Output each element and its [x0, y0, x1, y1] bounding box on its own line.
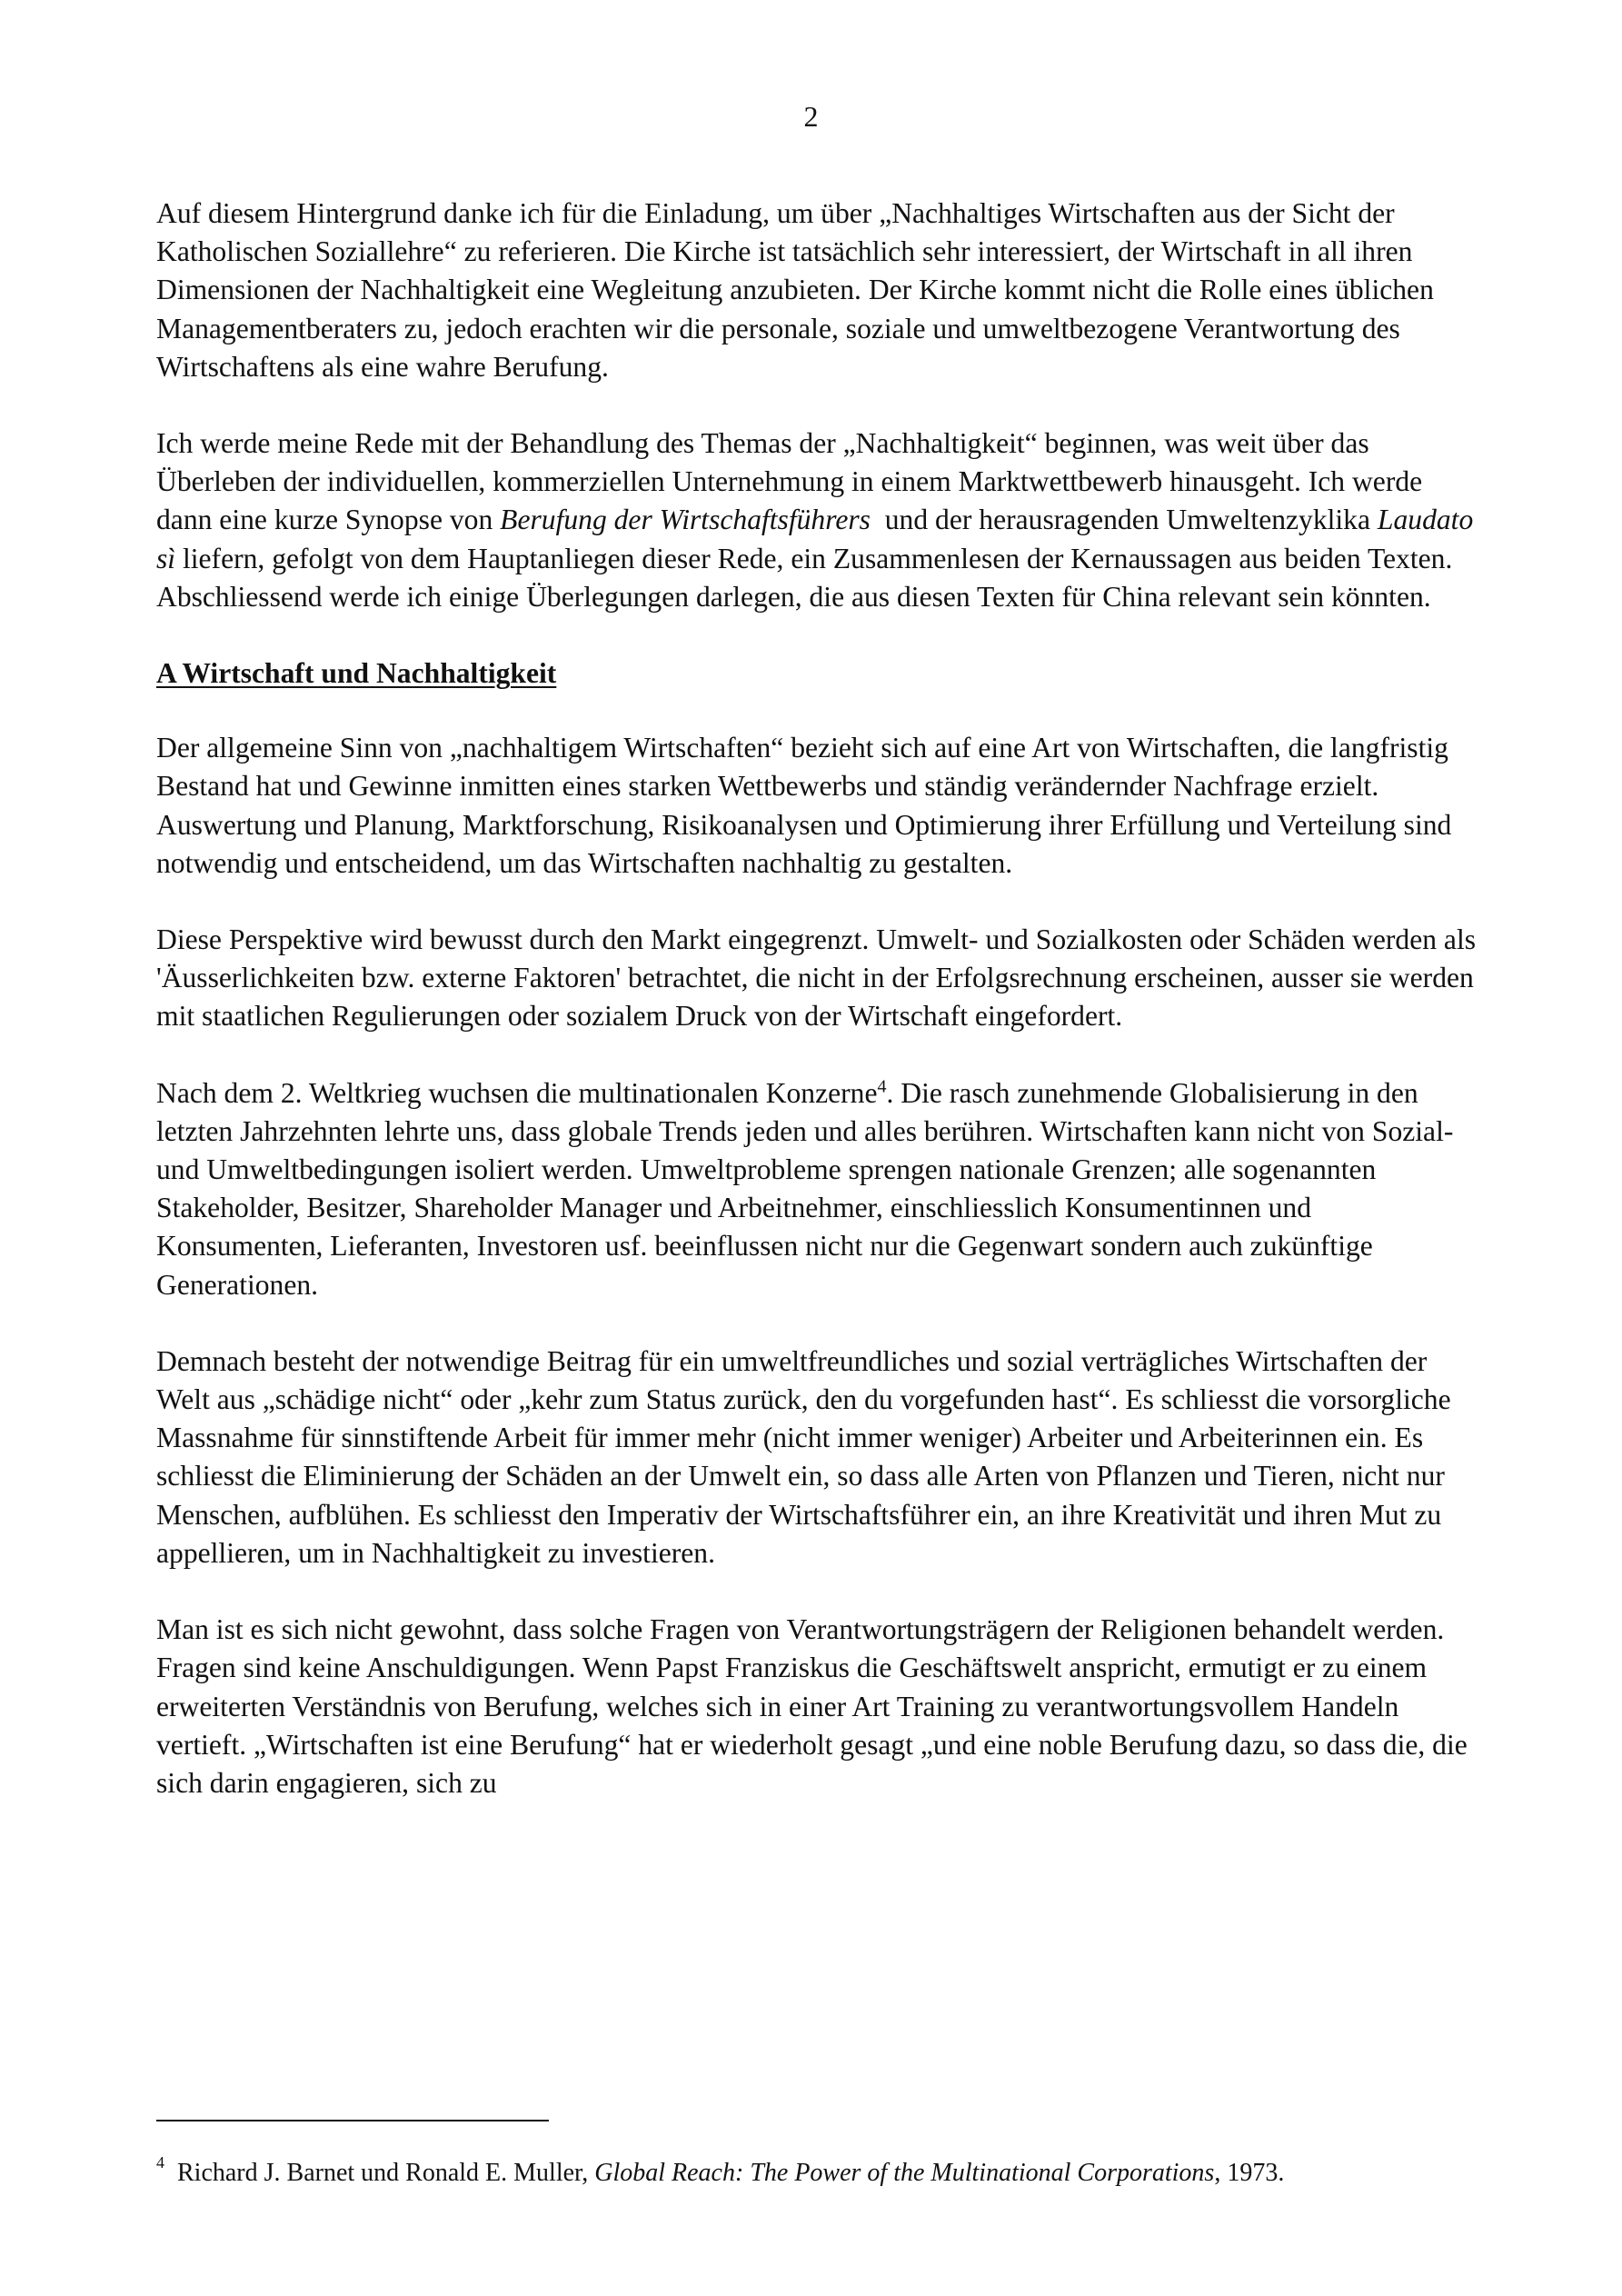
footnote-authors: Richard J. Barnet und Ronald E. Muller, — [177, 2159, 595, 2187]
paragraph-5-text-2: . Die rasch zunehmende Globalisierung in den letzten Jahrzehnten lehrte uns, dass globale Trends jeden und alles berühren. Wirtschaften kann nicht von Sozial- und Umweltbedingungen isoliert werden. Umweltprobleme sprengen nationale Grenzen; alle sogenannten Stakeholder, Besitzer, Shareholder Manager und Arbeitnehmer, einschliesslich Konsumentinnen und Konsumenten, Lieferanten, Investoren usf. beeinflussen nicht nur die Gegenwart sondern auch zukünftige Generationen. — [156, 1076, 1454, 1301]
paragraph-6: Demnach besteht der notwendige Beitrag für ein umweltfreundliches und sozial verträgliches Wirtschaften der Welt aus „schädige nicht“ oder „kehr zum Status zurück, den du vorgefunden hast“. Es schliesst die vorsorgliche Massnahme für sinnstiftende Arbeit für immer mehr (nicht immer weniger) Arbeiter und Arbeiterinnen ein. Es schliesst die Eliminierung der Schäden an der Umwelt ein, so dass alle Arten von Pflanzen und Tieren, nicht nur Menschen, aufblühen. Es schliesst den Imperativ der Wirtschaftsführer ein, an ihre Kreativität und ihren Mut zu appellieren, um in Nachhaltigkeit zu investieren. — [156, 1344, 1451, 1569]
paragraph-2-text-2: und der herausragenden Umweltenzyklika — [870, 504, 1378, 536]
paragraph-2 — [156, 424, 1483, 616]
paragraph-7: Man ist es sich nicht gewohnt, dass solche Fragen von Verantwortungsträgern der Religionen behandelt werden. Fragen sind keine Anschuldigungen. Wenn Papst Franziskus die Geschäftswelt anspricht, ermutigt er zu einem erweiterten Verständnis von Berufung, welches sich in einer Art Training zu verantwortungsvollem Handeln vertieft. „Wirtschaften ist eine Berufung“ hat er wiederholt gesagt „und eine noble Berufung dazu, so dass die, die sich darin engagieren, sich zu — [156, 1613, 1468, 1799]
paragraph-2-text-1: Ich werde meine Rede mit der Behandlung des Themas der „Nachhaltigkeit“ beginnen, was weit über das Überleben der individuellen, kommerziellen Unternehmung in einem Marktwettbewerb hinausgeht. Ich werde dann eine kurze Synopse von — [156, 427, 1423, 536]
cited-title-berufung: Berufung der Wirtschaftsführers — [500, 504, 871, 536]
footnote-divider — [156, 2120, 549, 2121]
body-text — [156, 195, 1483, 1841]
section-heading: A Wirtschaft und Nachhaltigkeit — [156, 657, 557, 690]
paragraph-3: Der allgemeine Sinn von „nachhaltigem Wirtschaften“ bezieht sich auf eine Art von Wirtschaften, die langfristig Bestand hat und Gewinne inmitten eines starken Wettbewerbs und ständig verändernder Nachfrage erzielt. Auswertung und Planung, Marktforschung, Risikoanalysen und Optimierung ihrer Erfüllung und Verteilung sind notwendig und entscheidend, um das Wirtschaften nachhaltig zu gestalten. — [156, 732, 1452, 879]
paragraph-5 — [156, 1074, 1483, 1304]
paragraph-4: Diese Perspektive wird bewusst durch den Markt eingegrenzt. Umwelt- und Sozialkosten oder Schäden werden als 'Äusserlichkeiten bzw. externe Faktoren' betrachtet, die nicht in der Erfolgsrechnung erscheinen, ausser sie werden mit staatlichen Regulierungen oder sozialem Druck von der Wirtschaft eingefordert. — [156, 923, 1477, 1033]
paragraph-1: Auf diesem Hintergrund danke ich für die Einladung, um über „Nachhaltiges Wirtschaften aus der Sicht der Katholischen Soziallehre“ zu referieren. Die Kirche ist tatsächlich sehr interessiert, der Wirtschaft in all ihren Dimensionen der Nachhaltigkeit eine Wegleitung anzubieten. Der Kirche kommt nicht die Rolle eines üblichen Managementberaters zu, jedoch erachten wir die personale, soziale und umweltbezogene Verantwortung des Wirtschaftens als eine wahre Berufung. — [156, 197, 1434, 383]
footnote-number: 4 — [156, 2153, 164, 2171]
footnote-reference: 4 — [877, 1076, 887, 1097]
footnote-title: Global Reach: The Power of the Multinational Corporations — [594, 2159, 1215, 2187]
paragraph-5-text-1: Nach dem 2. Weltkrieg wuchsen die multinationalen Konzerne — [156, 1076, 878, 1109]
footnote-year: , 1973. — [1214, 2159, 1285, 2187]
cited-title-laudato-si: Laudato sì — [156, 504, 1474, 574]
footnote — [156, 2153, 1483, 2190]
paragraph-2-text-3: liefern, gefolgt von dem Hauptanliegen dieser Rede, ein Zusammenlesen der Kernaussagen aus beiden Texten. Abschliessend werde ich einige Überlegungen darlegen, die aus diesen Texten für China relevant sein könnten. — [156, 542, 1453, 613]
page-number: 2 — [803, 100, 819, 133]
